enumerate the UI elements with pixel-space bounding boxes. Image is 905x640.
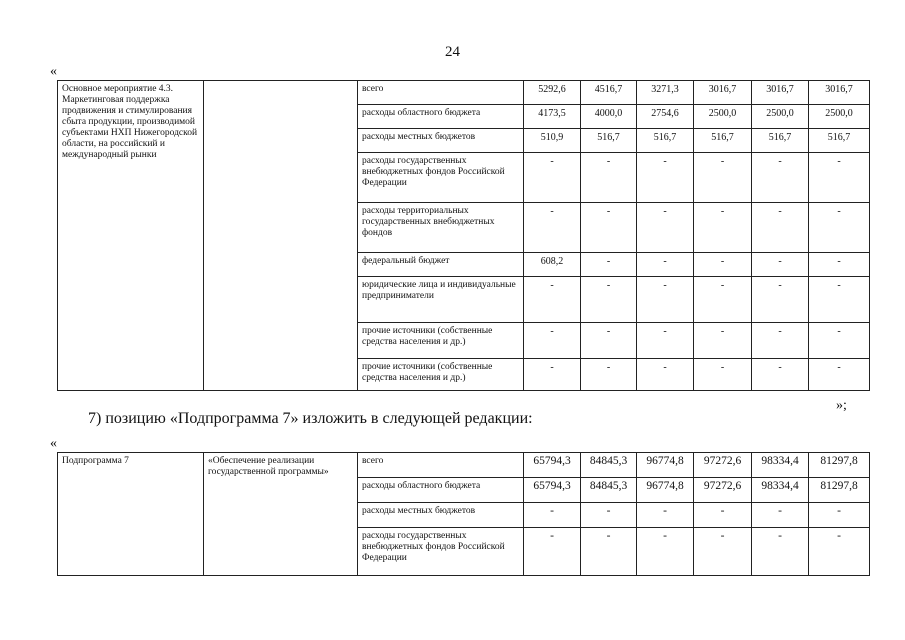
value-cell-year-6: 81297,8 bbox=[809, 478, 870, 503]
value-cell-year-1: - bbox=[524, 323, 581, 359]
table-row bbox=[58, 453, 870, 478]
funding-source-cell: расходы государственных внебюджетных фондов Российской Федерации bbox=[358, 153, 524, 203]
value-cell-year-4: 3016,7 bbox=[694, 81, 752, 105]
value-cell-year-1: 65794,3 bbox=[524, 453, 581, 478]
value-cell-year-2: 4516,7 bbox=[581, 81, 637, 105]
opening-quote-mark: « bbox=[50, 64, 57, 79]
value-cell-year-5: - bbox=[752, 359, 809, 391]
value-cell-year-3: - bbox=[637, 253, 694, 277]
value-cell-year-6: 516,7 bbox=[809, 129, 870, 153]
value-cell-year-6: 2500,0 bbox=[809, 105, 870, 129]
value-cell-year-4: - bbox=[694, 323, 752, 359]
value-cell-year-4: - bbox=[694, 203, 752, 253]
value-cell-year-3: - bbox=[637, 153, 694, 203]
value-cell-year-6: 81297,8 bbox=[809, 453, 870, 478]
value-cell-year-6: - bbox=[809, 323, 870, 359]
value-cell-year-2: - bbox=[581, 153, 637, 203]
value-cell-year-1: - bbox=[524, 528, 581, 576]
value-cell-year-3: - bbox=[637, 528, 694, 576]
value-cell-year-5: - bbox=[752, 253, 809, 277]
funding-source-cell: всего bbox=[358, 81, 524, 105]
program-description-cell: «Обеспечение реализации государственной программы» bbox=[204, 453, 358, 576]
value-cell-year-4: - bbox=[694, 528, 752, 576]
value-cell-year-1: - bbox=[524, 203, 581, 253]
funding-source-cell: расходы местных бюджетов bbox=[358, 503, 524, 528]
opening-quote-mark-2: « bbox=[50, 436, 57, 451]
value-cell-year-5: - bbox=[752, 277, 809, 323]
value-cell-year-1: - bbox=[524, 503, 581, 528]
value-cell-year-2: - bbox=[581, 277, 637, 323]
value-cell-year-2: - bbox=[581, 528, 637, 576]
value-cell-year-6: - bbox=[809, 153, 870, 203]
program-description-cell bbox=[204, 81, 358, 391]
funding-source-cell: всего bbox=[358, 453, 524, 478]
value-cell-year-1: - bbox=[524, 359, 581, 391]
closing-quote-mark: »; bbox=[836, 398, 847, 413]
value-cell-year-4: - bbox=[694, 503, 752, 528]
value-cell-year-5: 516,7 bbox=[752, 129, 809, 153]
program-label-cell: Основное мероприятие 4.3. Маркетинговая поддержка продвижения и стимулирования сбыта продукции, производимой субъектами НХП Нижегородской области, на российский и международный рынки bbox=[58, 81, 204, 391]
value-cell-year-5: 98334,4 bbox=[752, 453, 809, 478]
table-row bbox=[58, 81, 870, 105]
funding-source-cell: прочие источники (собственные средства населения и др.) bbox=[358, 359, 524, 391]
value-cell-year-4: - bbox=[694, 277, 752, 323]
value-cell-year-3: 3271,3 bbox=[637, 81, 694, 105]
instruction-text: 7) позицию «Подпрограмма 7» изложить в следующей редакции: bbox=[88, 410, 533, 427]
value-cell-year-1: 4173,5 bbox=[524, 105, 581, 129]
value-cell-year-6: - bbox=[809, 203, 870, 253]
value-cell-year-1: - bbox=[524, 277, 581, 323]
value-cell-year-4: - bbox=[694, 153, 752, 203]
value-cell-year-6: - bbox=[809, 277, 870, 323]
value-cell-year-5: 2500,0 bbox=[752, 105, 809, 129]
value-cell-year-1: 65794,3 bbox=[524, 478, 581, 503]
value-cell-year-6: - bbox=[809, 503, 870, 528]
funding-table-measure-4-3 bbox=[57, 80, 870, 391]
value-cell-year-2: 4000,0 bbox=[581, 105, 637, 129]
funding-source-cell: юридические лица и индивидуальные предприниматели bbox=[358, 277, 524, 323]
value-cell-year-4: 97272,6 bbox=[694, 453, 752, 478]
value-cell-year-5: - bbox=[752, 323, 809, 359]
value-cell-year-2: - bbox=[581, 253, 637, 277]
value-cell-year-1: - bbox=[524, 153, 581, 203]
page-number: 24 bbox=[445, 44, 460, 60]
value-cell-year-5: - bbox=[752, 203, 809, 253]
value-cell-year-4: - bbox=[694, 253, 752, 277]
value-cell-year-3: - bbox=[637, 359, 694, 391]
value-cell-year-6: - bbox=[809, 253, 870, 277]
value-cell-year-4: - bbox=[694, 359, 752, 391]
value-cell-year-6: 3016,7 bbox=[809, 81, 870, 105]
funding-source-cell: расходы местных бюджетов bbox=[358, 129, 524, 153]
value-cell-year-2: - bbox=[581, 203, 637, 253]
funding-source-cell: расходы территориальных государственных внебюджетных фондов bbox=[358, 203, 524, 253]
value-cell-year-2: 516,7 bbox=[581, 129, 637, 153]
value-cell-year-2: - bbox=[581, 323, 637, 359]
funding-source-cell: расходы областного бюджета bbox=[358, 478, 524, 503]
value-cell-year-1: 608,2 bbox=[524, 253, 581, 277]
value-cell-year-4: 97272,6 bbox=[694, 478, 752, 503]
value-cell-year-3: 96774,8 bbox=[637, 478, 694, 503]
program-label-cell: Подпрограмма 7 bbox=[58, 453, 204, 576]
value-cell-year-2: 84845,3 bbox=[581, 453, 637, 478]
value-cell-year-3: - bbox=[637, 203, 694, 253]
value-cell-year-6: - bbox=[809, 528, 870, 576]
value-cell-year-3: 96774,8 bbox=[637, 453, 694, 478]
funding-source-cell: расходы государственных внебюджетных фондов Российской Федерации bbox=[358, 528, 524, 576]
value-cell-year-2: - bbox=[581, 359, 637, 391]
value-cell-year-3: - bbox=[637, 277, 694, 323]
value-cell-year-3: - bbox=[637, 323, 694, 359]
value-cell-year-1: 5292,6 bbox=[524, 81, 581, 105]
value-cell-year-3: 516,7 bbox=[637, 129, 694, 153]
value-cell-year-3: - bbox=[637, 503, 694, 528]
funding-source-cell: федеральный бюджет bbox=[358, 253, 524, 277]
funding-source-cell: прочие источники (собственные средства населения и др.) bbox=[358, 323, 524, 359]
value-cell-year-5: - bbox=[752, 528, 809, 576]
value-cell-year-4: 516,7 bbox=[694, 129, 752, 153]
funding-table-subprogram-7 bbox=[57, 452, 870, 576]
funding-source-cell: расходы областного бюджета bbox=[358, 105, 524, 129]
value-cell-year-3: 2754,6 bbox=[637, 105, 694, 129]
value-cell-year-2: 84845,3 bbox=[581, 478, 637, 503]
value-cell-year-4: 2500,0 bbox=[694, 105, 752, 129]
value-cell-year-5: 98334,4 bbox=[752, 478, 809, 503]
value-cell-year-6: - bbox=[809, 359, 870, 391]
value-cell-year-1: 510,9 bbox=[524, 129, 581, 153]
value-cell-year-5: - bbox=[752, 153, 809, 203]
value-cell-year-5: - bbox=[752, 503, 809, 528]
value-cell-year-2: - bbox=[581, 503, 637, 528]
value-cell-year-5: 3016,7 bbox=[752, 81, 809, 105]
